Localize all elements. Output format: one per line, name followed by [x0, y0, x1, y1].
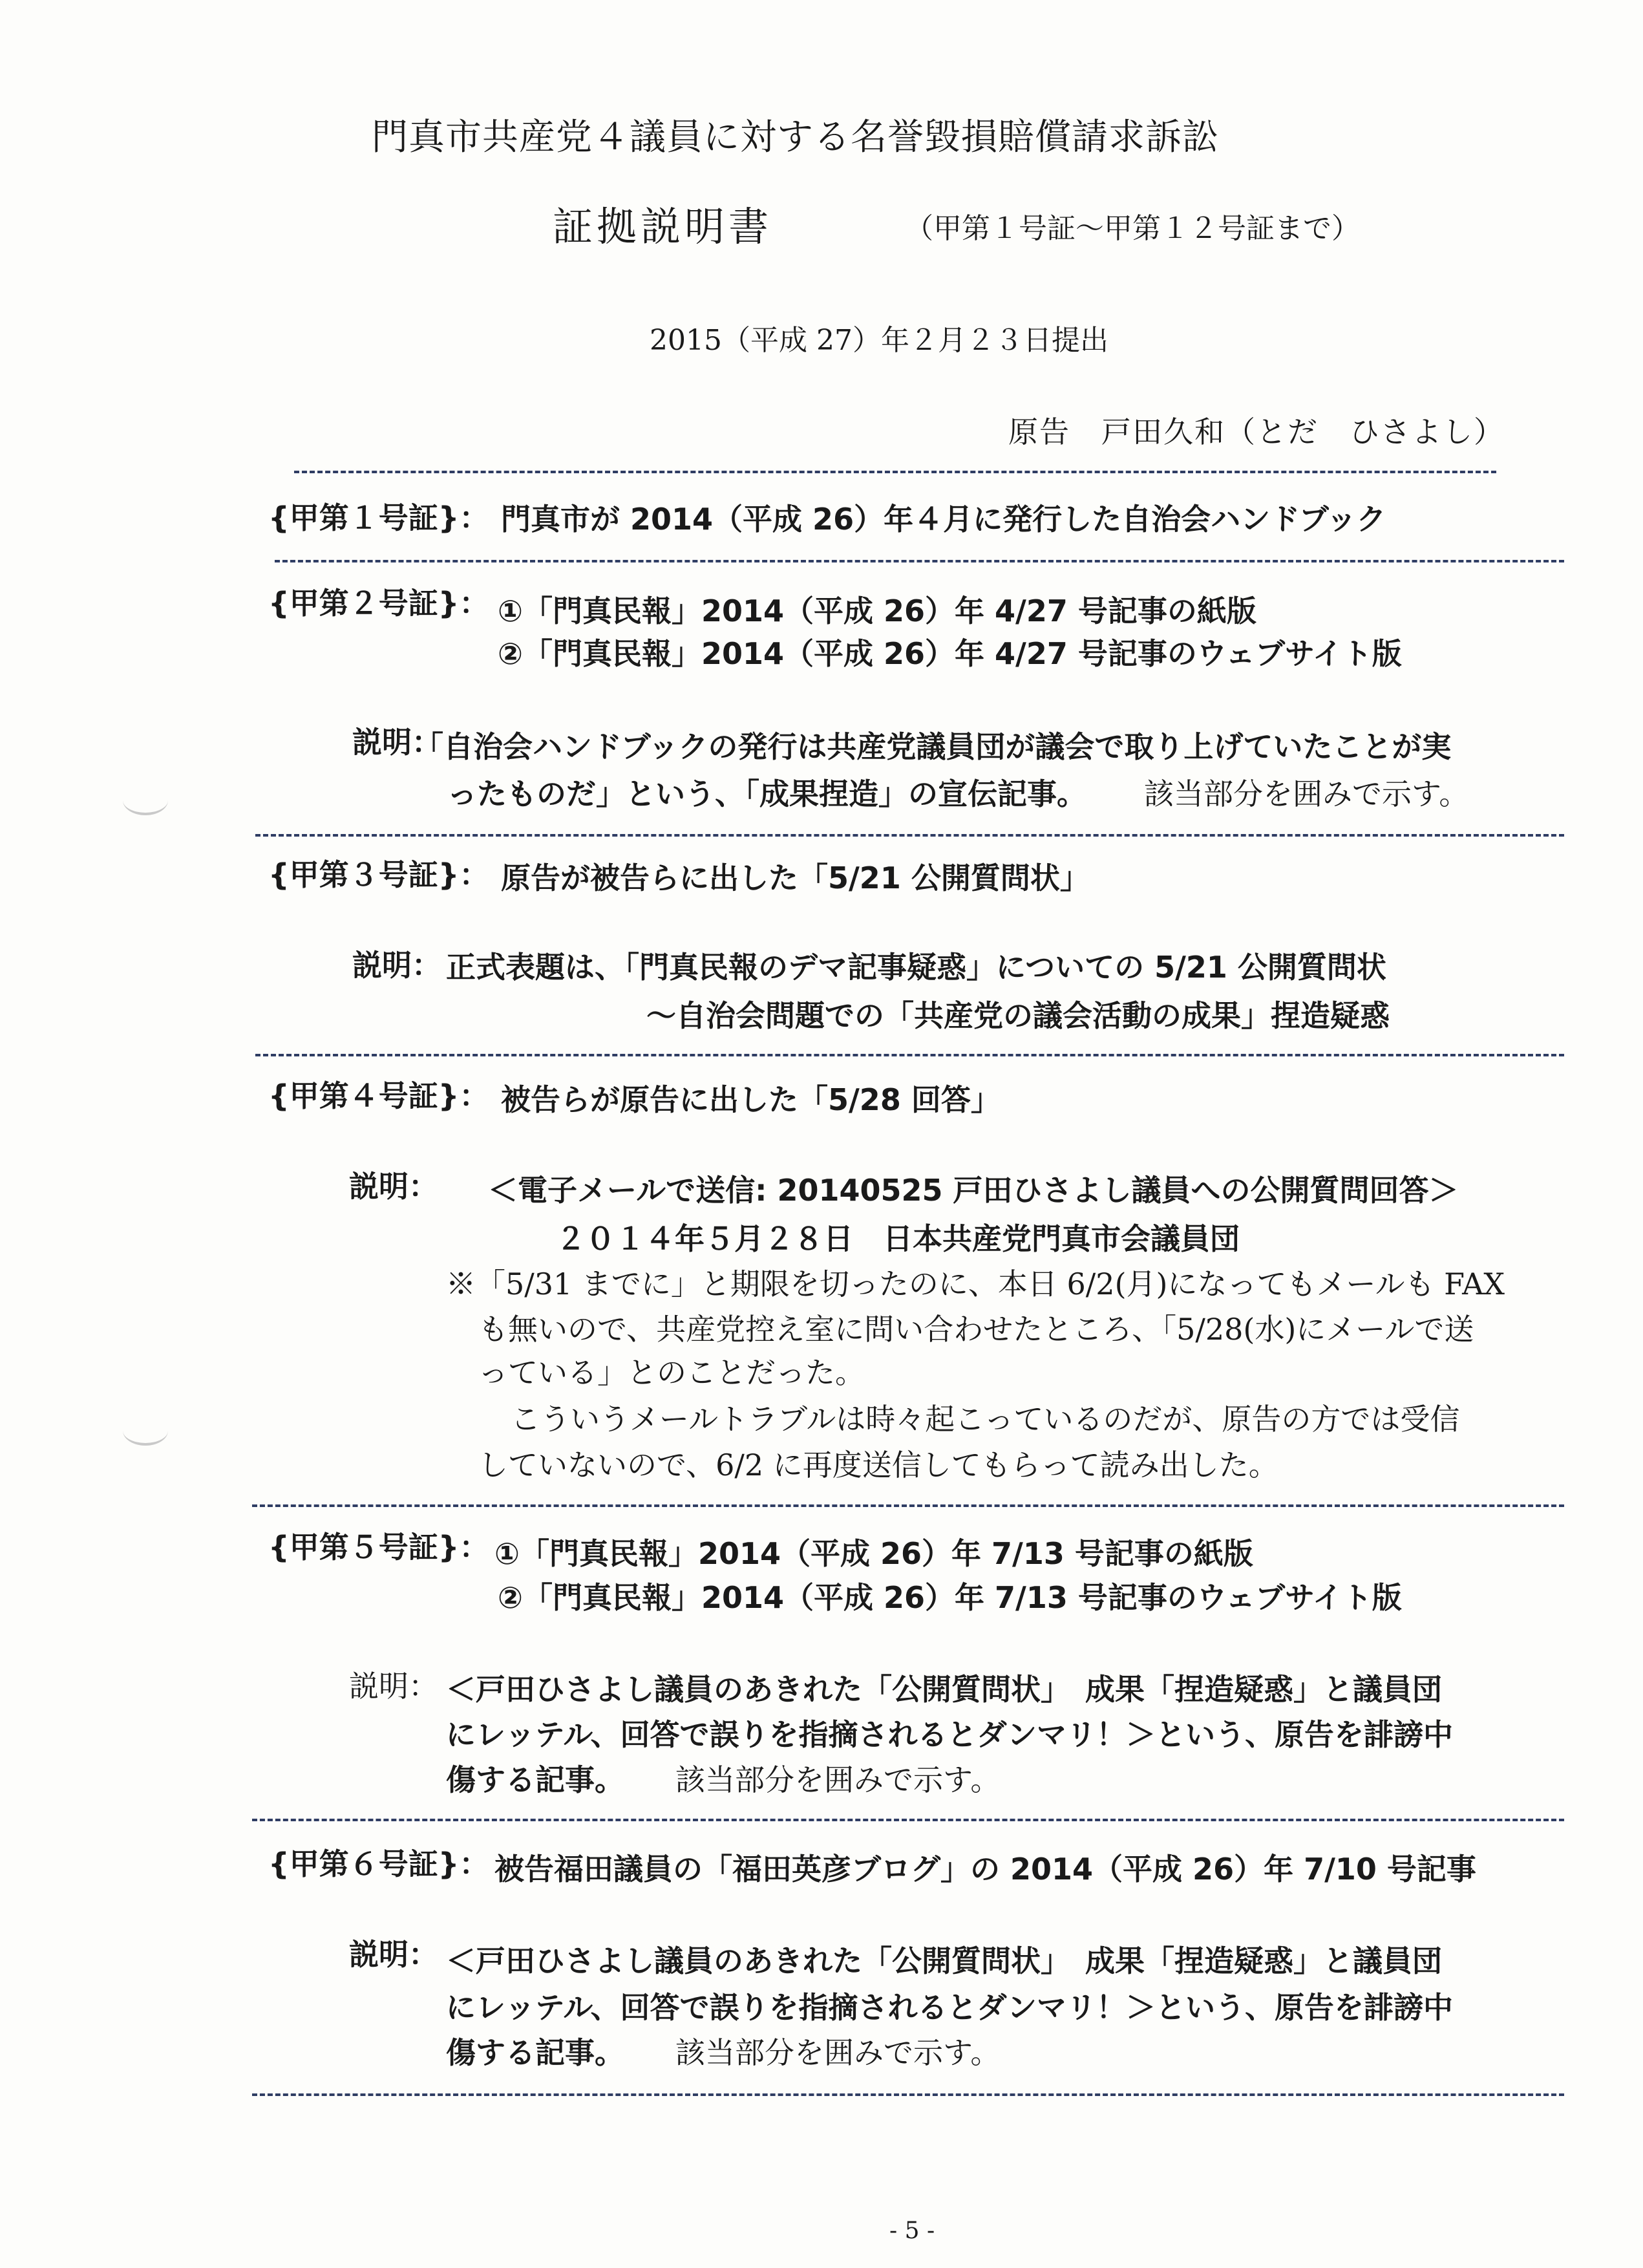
submission-date: 2015（平成 27）年２月２３日提出: [650, 324, 1108, 357]
evidence-6-explanation-line: 傷する記事。: [446, 2035, 624, 2070]
punch-hole-upper: [123, 786, 168, 815]
evidence-6-explanation-line: ＜戸田ひさよし議員のあきれた「公開質問状」 成果「捏造疑惑」と議員団: [446, 1943, 1442, 1978]
evidence-4-explanation-line: ＜電子メールで送信: 20140525 戸田ひさよし議員への公開質問回答＞: [488, 1173, 1459, 1208]
evidence-3-text: 原告が被告らに出した「5/21 公開質問状」: [501, 861, 1090, 895]
evidence-3-explanation-line: ～自治会問題での「共産党の議会活動の成果」捏造疑惑: [646, 998, 1390, 1033]
evidence-2-label: {甲第２号証}：: [268, 586, 489, 621]
evidence-range: （甲第１号証～甲第１２号証まで）: [905, 212, 1360, 245]
evidence-5-item-2: ②「門真民報」2014（平成 26）年 7/13 号記事のウェブサイト版: [498, 1580, 1402, 1615]
evidence-1-label: {甲第１号証}：: [268, 500, 489, 535]
evidence-4-explanation-line: っている」とのことだった。: [478, 1355, 865, 1390]
evidence-5-explanation-label: 説明：: [349, 1669, 438, 1704]
evidence-4-text: 被告らが原告に出した「5/28 回答」: [501, 1082, 1001, 1117]
evidence-4-label: {甲第４号証}：: [268, 1078, 489, 1113]
separator: [255, 1054, 1564, 1056]
separator: [252, 1819, 1564, 1821]
evidence-2-explanation-line: ったものだ」という、「成果捏造」の宣伝記事。: [447, 776, 1086, 811]
evidence-2-item-2: ②「門真民報」2014（平成 26）年 4/27 号記事のウェブサイト版: [498, 636, 1402, 671]
separator: [255, 834, 1564, 837]
evidence-5-item-1: ①「門真民報」2014（平成 26）年 7/13 号記事の紙版: [494, 1536, 1253, 1571]
document-title: 証拠説明書: [553, 203, 773, 250]
evidence-5-explanation-line: 傷する記事。: [446, 1762, 624, 1797]
evidence-4-explanation-label: 説明：: [349, 1169, 438, 1204]
separator: [252, 1504, 1564, 1507]
page-number: - 5 -: [889, 2218, 935, 2244]
evidence-6-label: {甲第６号証}：: [268, 1846, 489, 1881]
evidence-6-explanation-note: 該当部分を囲みで示す。: [675, 2035, 1001, 2070]
evidence-4-explanation-line: こういうメールトラブルは時々起こっているのだが、原告の方では受信: [511, 1402, 1460, 1437]
evidence-6-explanation-label: 説明：: [349, 1937, 438, 1972]
evidence-3-label: {甲第３号証}：: [268, 857, 489, 892]
evidence-3-explanation-line: 正式表題は、「門真民報のデマ記事疑惑」についての 5/21 公開質問状: [446, 950, 1386, 985]
evidence-5-label: {甲第５号証}：: [268, 1530, 489, 1565]
evidence-3-explanation-label: 説明：: [352, 948, 441, 983]
evidence-2-explanation-label: 説明：: [352, 725, 441, 760]
separator: [294, 471, 1496, 473]
evidence-5-explanation-line: にレッテル、回答で誤りを指摘されるとダンマリ！＞という、原告を誹謗中: [446, 1717, 1454, 1752]
evidence-4-explanation-line: も無いので、共産党控え室に問い合わせたところ、「5/28(水)にメールで送: [478, 1312, 1474, 1347]
separator: [275, 560, 1564, 562]
evidence-2-explanation-note: 該当部分を囲みで示す。: [1144, 776, 1469, 811]
plaintiff-name: 原告 戸田久和（とだ ひさよし）: [1008, 414, 1505, 449]
separator: [252, 2093, 1564, 2096]
evidence-1-text: 門真市が 2014（平成 26）年４月に発行した自治会ハンドブック: [501, 502, 1386, 537]
evidence-2-item-1: ①「門真民報」2014（平成 26）年 4/27 号記事の紙版: [498, 594, 1256, 628]
document-heading: 門真市共産党４議員に対する名誉毀損賠償請求訴訟: [372, 116, 1219, 158]
punch-hole-lower: [123, 1416, 168, 1446]
evidence-6-explanation-line: にレッテル、回答で誤りを指摘されるとダンマリ！＞という、原告を誹謗中: [446, 1990, 1454, 2025]
evidence-5-explanation-note: 該当部分を囲みで示す。: [675, 1762, 1001, 1797]
evidence-4-explanation-line: ２０１４年５月２８日 日本共産党門真市会議員団: [556, 1221, 1240, 1256]
evidence-4-explanation-line: していないので、6/2 に再度送信してもらって読み出した。: [478, 1448, 1278, 1482]
evidence-2-explanation-line: 「自治会ハンドブックの発行は共産党議員団が議会で取り上げていたことが実: [414, 729, 1452, 764]
evidence-6-text: 被告福田議員の「福田英彦ブログ」の 2014（平成 26）年 7/10 号記事: [494, 1852, 1476, 1887]
evidence-4-explanation-line: ※「5/31 までに」と期限を切ったのに、本日 6/2(月)になってもメールも FAX: [446, 1267, 1505, 1301]
evidence-5-explanation-line: ＜戸田ひさよし議員のあきれた「公開質問状」 成果「捏造疑惑」と議員団: [446, 1672, 1442, 1707]
